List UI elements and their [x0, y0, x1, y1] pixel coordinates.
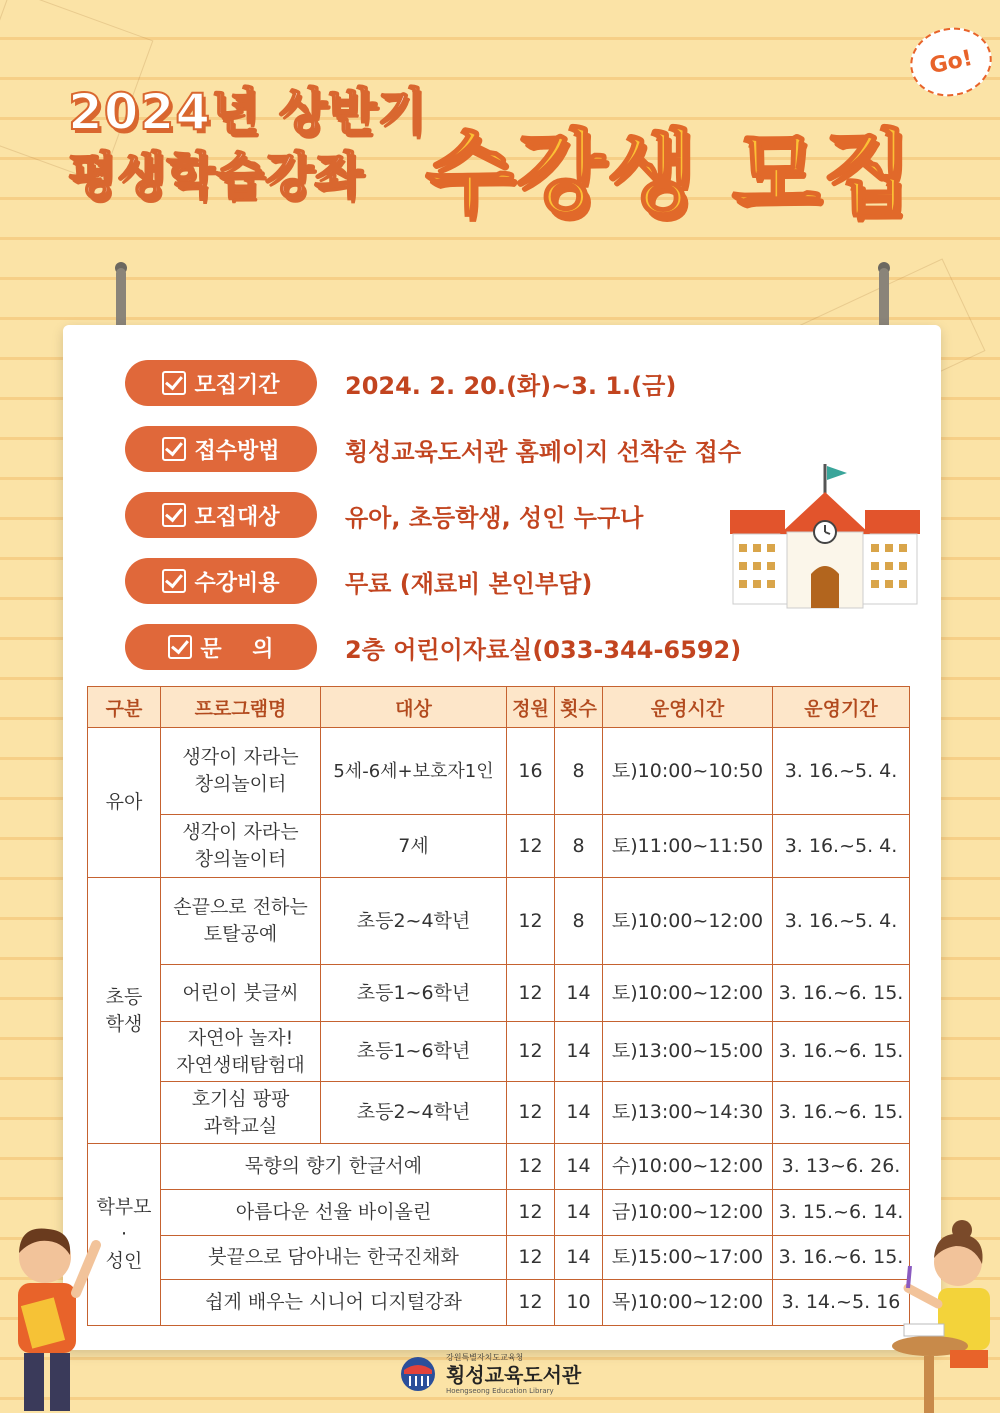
capacity-cell: 12	[507, 1236, 555, 1280]
info-label: 모집대상	[194, 504, 280, 530]
capacity-cell: 12	[507, 1144, 555, 1190]
col-header: 운영시간	[603, 687, 773, 728]
time-cell: 토)13:00~15:00	[603, 1022, 773, 1082]
go-speech-bubble: Go!	[904, 20, 998, 104]
info-label: 접수방법	[194, 438, 280, 464]
time-cell: 토)10:00~12:00	[603, 878, 773, 965]
info-label: 문 의	[200, 636, 274, 662]
period-cell: 3. 16.~6. 15.	[773, 1082, 910, 1144]
info-value: 유아, 초등학생, 성인 누구나	[345, 503, 644, 532]
capacity-cell: 12	[507, 815, 555, 878]
target-cell: 초등1~6학년	[321, 1022, 507, 1082]
program-cell: 아름다운 선율 바이올린	[161, 1190, 507, 1236]
capacity-cell: 12	[507, 1280, 555, 1326]
capacity-cell: 12	[507, 1082, 555, 1144]
library-logo	[400, 1352, 581, 1395]
count-cell: 8	[555, 728, 603, 815]
period-cell: 3. 16.~5. 4.	[773, 815, 910, 878]
info-label-pill	[125, 426, 317, 472]
table-row	[88, 965, 910, 1022]
col-header: 횟수	[555, 687, 603, 728]
col-header: 대상	[321, 687, 507, 728]
count-cell: 14	[555, 1082, 603, 1144]
time-cell: 수)10:00~12:00	[603, 1144, 773, 1190]
header-line1: 2024년 상반기	[68, 83, 427, 141]
table-row	[88, 1236, 910, 1280]
col-header: 구분	[88, 687, 161, 728]
target-cell: 초등2~4학년	[321, 878, 507, 965]
info-row-contact	[125, 624, 741, 670]
col-header: 정원	[507, 687, 555, 728]
time-cell: 토)10:00~10:50	[603, 728, 773, 815]
capacity-cell: 12	[507, 1190, 555, 1236]
period-cell: 3. 14.~5. 16	[773, 1280, 910, 1326]
boy-with-book-illustration	[0, 1215, 110, 1413]
count-cell: 14	[555, 965, 603, 1022]
info-value: 횡성교육도서관 홈페이지 선착순 접수	[345, 437, 742, 466]
count-cell: 8	[555, 878, 603, 965]
capacity-cell: 12	[507, 965, 555, 1022]
table-row	[88, 728, 910, 815]
library-name: 횡성교육도서관	[446, 1363, 582, 1387]
count-cell: 14	[555, 1236, 603, 1280]
checkbox-icon	[162, 503, 186, 527]
info-row-method	[125, 426, 741, 472]
target-cell: 초등1~6학년	[321, 965, 507, 1022]
library-emblem-icon	[400, 1356, 436, 1392]
capacity-cell: 12	[507, 878, 555, 965]
program-cell: 붓끝으로 담아내는 한국진채화	[161, 1236, 507, 1280]
table-row	[88, 1082, 910, 1144]
header-subtitle	[68, 80, 427, 208]
program-cell: 생각이 자라는 창의놀이터	[161, 728, 321, 815]
target-cell: 초등2~4학년	[321, 1082, 507, 1144]
library-text-block	[446, 1352, 581, 1395]
info-value: 무료 (재료비 본인부담)	[345, 569, 593, 598]
capacity-cell: 12	[507, 1022, 555, 1082]
info-label-pill	[125, 624, 317, 670]
count-cell: 14	[555, 1022, 603, 1082]
girl-writing-illustration	[890, 1218, 1000, 1413]
group-cell: 유아	[88, 728, 161, 878]
time-cell: 토)15:00~17:00	[603, 1236, 773, 1280]
checkbox-icon	[168, 635, 192, 659]
count-cell: 14	[555, 1190, 603, 1236]
period-cell: 3. 16.~6. 15.	[773, 1022, 910, 1082]
info-label-pill	[125, 558, 317, 604]
info-label-pill	[125, 492, 317, 538]
time-cell: 금)10:00~12:00	[603, 1190, 773, 1236]
program-cell: 쉽게 배우는 시니어 디지털강좌	[161, 1280, 507, 1326]
org-name: 강원특별자치도교육청	[446, 1353, 524, 1362]
period-cell: 3. 16.~6. 15.	[773, 1236, 910, 1280]
count-cell: 14	[555, 1144, 603, 1190]
table-row	[88, 1190, 910, 1236]
time-cell: 목)10:00~12:00	[603, 1280, 773, 1326]
time-cell: 토)10:00~12:00	[603, 965, 773, 1022]
col-header: 운영기간	[773, 687, 910, 728]
program-cell: 생각이 자라는 창의놀이터	[161, 815, 321, 878]
period-cell: 3. 16.~5. 4.	[773, 728, 910, 815]
time-cell: 토)11:00~11:50	[603, 815, 773, 878]
checkbox-icon	[162, 371, 186, 395]
period-cell: 3. 16.~6. 15.	[773, 965, 910, 1022]
period-cell: 3. 13~6. 26.	[773, 1144, 910, 1190]
info-row-period	[125, 360, 676, 406]
capacity-cell: 16	[507, 728, 555, 815]
count-cell: 10	[555, 1280, 603, 1326]
checkbox-icon	[162, 569, 186, 593]
info-value: 2층 어린이자료실(033-344-6592)	[345, 635, 742, 664]
table-row	[88, 878, 910, 965]
info-label: 모집기간	[194, 372, 280, 398]
program-table	[87, 686, 910, 1326]
time-cell: 토)13:00~14:30	[603, 1082, 773, 1144]
period-cell: 3. 16.~5. 4.	[773, 878, 910, 965]
table-row	[88, 815, 910, 878]
table-header-row	[88, 687, 910, 728]
info-label: 수강비용	[194, 570, 280, 596]
program-cell: 손끝으로 전하는 토탈공예	[161, 878, 321, 965]
col-header: 프로그램명	[161, 687, 321, 728]
school-building-icon	[725, 462, 925, 612]
header-line2: 평생학습강좌	[68, 147, 364, 205]
group-cell: 학부모 · 성인	[88, 1144, 161, 1326]
table-row	[88, 1280, 910, 1326]
library-name-en: Hoengseong Education Library	[446, 1387, 554, 1395]
count-cell: 8	[555, 815, 603, 878]
program-cell: 묵향의 향기 한글서예	[161, 1144, 507, 1190]
info-row-target	[125, 492, 643, 538]
program-cell: 어린이 붓글씨	[161, 965, 321, 1022]
period-cell: 3. 15.~6. 14.	[773, 1190, 910, 1236]
table-row	[88, 1144, 910, 1190]
program-cell: 자연아 놀자! 자연생태탐험대	[161, 1022, 321, 1082]
target-cell: 7세	[321, 815, 507, 878]
info-row-fee	[125, 558, 592, 604]
checkbox-icon	[162, 437, 186, 461]
page-title: 수강생 모집	[425, 120, 914, 227]
program-cell: 호기심 팡팡 과학교실	[161, 1082, 321, 1144]
group-cell: 초등 학생	[88, 878, 161, 1144]
target-cell: 5세-6세+보호자1인	[321, 728, 507, 815]
info-label-pill	[125, 360, 317, 406]
info-value: 2024. 2. 20.(화)~3. 1.(금)	[345, 371, 677, 400]
table-row	[88, 1022, 910, 1082]
